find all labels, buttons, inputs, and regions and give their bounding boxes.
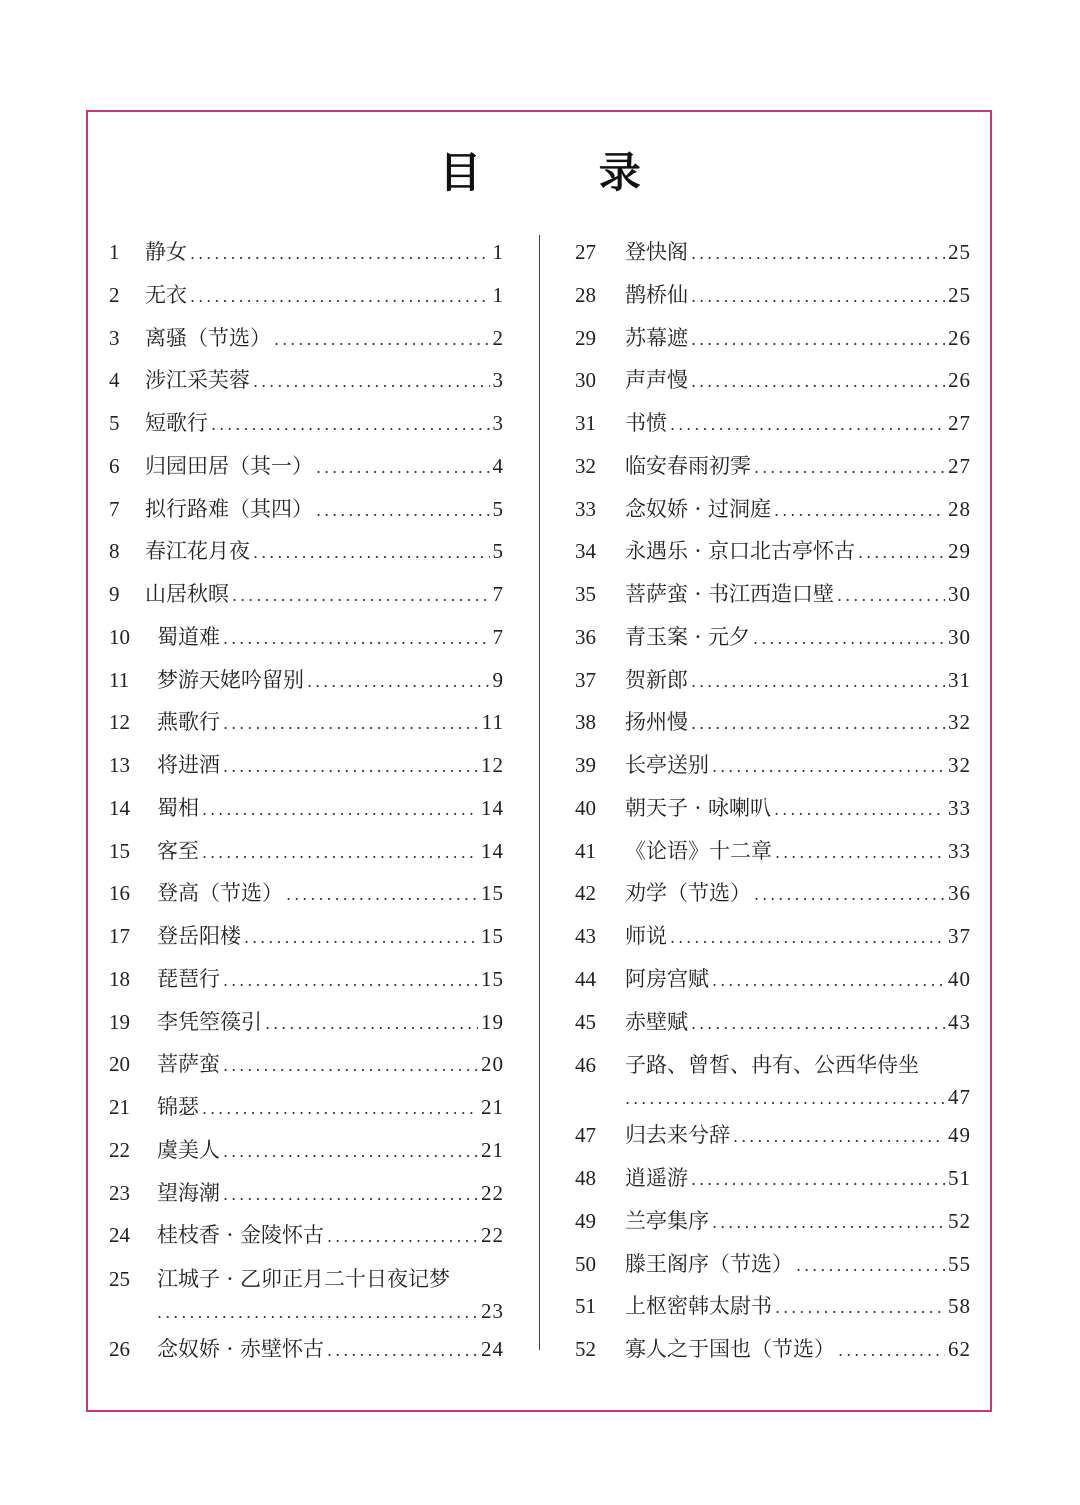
entry-title: 上枢密韩太尉书: [625, 1294, 772, 1319]
entry-title: 扬州慢: [625, 710, 688, 735]
entry-page-number: 14: [481, 795, 504, 820]
entry-title: 蜀道难: [157, 624, 220, 649]
dot-leader: [775, 1288, 945, 1329]
toc-entry[interactable]: [109, 959, 504, 1002]
toc-entry[interactable]: [575, 531, 971, 574]
dot-leader: [838, 1331, 945, 1372]
entry-title: 将进酒: [157, 753, 220, 777]
toc-entry[interactable]: [109, 1329, 504, 1372]
toc-entry[interactable]: [575, 574, 971, 617]
entry-number: 49: [575, 1208, 596, 1233]
entry-title: 离骚（节选）: [145, 325, 271, 350]
toc-entry[interactable]: [109, 446, 504, 489]
entry-page-number: 25: [948, 240, 971, 264]
entry-number: 23: [109, 1180, 130, 1205]
entry-page-number: 33: [948, 838, 971, 863]
entry-page-number: 37: [948, 924, 971, 948]
toc-entry[interactable]: [575, 745, 971, 788]
entry-title: 涉江采芙蓉: [145, 368, 250, 393]
dot-leader: [223, 1046, 478, 1087]
entry-page-number: 5: [492, 496, 504, 521]
toc-entry[interactable]: [109, 531, 504, 574]
toc-entry[interactable]: [575, 403, 971, 446]
entry-number: 43: [575, 924, 596, 948]
entry-title: 登高（节选）: [157, 881, 283, 906]
entry-page-number: 32: [948, 710, 971, 735]
dot-leader: [691, 234, 945, 275]
dot-leader: [265, 1004, 478, 1045]
entry-number: 38: [575, 710, 596, 735]
toc-entry[interactable]: [575, 1158, 971, 1201]
entry-number: 17: [109, 924, 130, 948]
toc-entry[interactable]: [109, 831, 504, 874]
toc-entry[interactable]: [575, 232, 971, 275]
entry-number: 22: [109, 1137, 130, 1162]
entry-number: 14: [109, 795, 130, 820]
toc-entry[interactable]: [109, 1002, 504, 1045]
dot-leader: [190, 234, 490, 275]
entry-number: 1: [109, 240, 120, 264]
entry-number: 45: [575, 1009, 596, 1034]
dot-leader: [774, 491, 945, 532]
entry-number: 37: [575, 667, 596, 692]
entry-number: 12: [109, 710, 130, 735]
entry-page-number: 20: [481, 1052, 504, 1077]
entry-page-number: 21: [481, 1095, 504, 1119]
toc-entry[interactable]: [109, 1087, 504, 1130]
entry-title: 苏幕遮: [625, 325, 688, 350]
entry-page-number: 26: [948, 325, 971, 350]
toc-entry[interactable]: [109, 360, 504, 403]
entry-number: 27: [575, 240, 596, 264]
toc-entry[interactable]: [575, 873, 971, 916]
entry-title: 长亭送别: [625, 753, 709, 777]
toc-entry[interactable]: [575, 1115, 971, 1158]
dot-leader: [691, 662, 945, 703]
toc-entry[interactable]: [109, 745, 504, 788]
entry-page-number: 19: [481, 1009, 504, 1034]
dot-leader: [691, 1004, 945, 1045]
entry-number: 47: [575, 1123, 596, 1148]
entry-title: 赤壁赋: [625, 1009, 688, 1034]
entry-number: 42: [575, 881, 596, 906]
entry-title: 锦瑟: [157, 1095, 199, 1119]
entry-page-number: 52: [948, 1208, 971, 1233]
dot-leader: [691, 362, 945, 403]
toc-entry[interactable]: [109, 1173, 504, 1216]
entry-title: 兰亭集序: [625, 1208, 709, 1233]
entry-page-number: 1: [492, 240, 504, 264]
entry-page-number: 21: [481, 1137, 504, 1162]
dot-leader: [733, 1117, 945, 1158]
toc-entry[interactable]: [109, 275, 504, 318]
entry-page-number: 47: [948, 1085, 971, 1110]
dot-leader: [691, 1160, 945, 1201]
entry-number: 41: [575, 838, 596, 863]
entry-title: 江城子 · 乙卯正月二十日夜记梦: [157, 1267, 451, 1291]
dot-leader: [796, 1246, 945, 1287]
entry-line: [575, 1049, 971, 1081]
entry-number: 44: [575, 966, 596, 991]
dot-leader: [253, 362, 490, 403]
entry-page-number: 27: [948, 411, 971, 435]
entry-number: 51: [575, 1294, 596, 1319]
entry-line: [109, 1295, 504, 1329]
entry-title: 琵琶行: [157, 966, 220, 991]
dot-leader: [223, 961, 478, 1002]
dot-leader: [691, 320, 945, 361]
entry-title: 永遇乐 · 京口北古亭怀古: [625, 539, 856, 564]
entry-page-number: 40: [948, 966, 971, 991]
entry-number: 6: [109, 453, 120, 478]
entry-title: 滕王阁序（节选）: [625, 1251, 793, 1276]
entry-page-number: 58: [948, 1294, 971, 1319]
entry-page-number: 24: [481, 1337, 504, 1361]
entry-number: 46: [575, 1053, 596, 1078]
entry-title: 贺新郎: [625, 667, 688, 692]
entry-title: 朝天子 · 咏喇叭: [625, 795, 772, 820]
dot-leader: [316, 491, 490, 532]
entry-number: 8: [109, 539, 120, 564]
dot-leader: [202, 790, 478, 831]
toc-entry[interactable]: [575, 831, 971, 874]
entry-page-number: 1: [492, 282, 504, 307]
dot-leader: [712, 1203, 945, 1244]
entry-page-number: 2: [492, 325, 504, 350]
entry-page-number: 23: [481, 1299, 504, 1323]
dot-leader: [223, 1132, 478, 1173]
entry-title: 蜀相: [157, 795, 199, 820]
entry-title: 梦游天姥吟留别: [157, 667, 304, 692]
toc-entry[interactable]: [109, 489, 504, 532]
toc-entry[interactable]: [109, 1130, 504, 1173]
entry-number: 24: [109, 1223, 130, 1248]
entry-number: 7: [109, 496, 120, 521]
toc-entry[interactable]: [109, 873, 504, 916]
dot-leader: [754, 875, 945, 916]
toc-entry[interactable]: [575, 275, 971, 318]
entry-page-number: 3: [492, 411, 504, 435]
dot-leader: [223, 619, 490, 660]
entry-page-number: 15: [481, 966, 504, 991]
entry-title: 春江花月夜: [145, 539, 250, 564]
toc-entry[interactable]: [109, 1215, 504, 1258]
entry-page-number: 43: [948, 1009, 971, 1034]
entry-title: 念奴娇 · 过洞庭: [625, 496, 772, 521]
entry-page-number: 26: [948, 368, 971, 393]
toc-entry[interactable]: [575, 360, 971, 403]
toc-entry[interactable]: [575, 1329, 971, 1372]
entry-title: 菩萨蛮 · 书江西造口壁: [625, 582, 835, 606]
dot-leader: [327, 1217, 478, 1258]
toc-entry[interactable]: [575, 1244, 971, 1287]
entry-page-number: 5: [492, 539, 504, 564]
entry-page-number: 36: [948, 881, 971, 906]
toc-entry[interactable]: [109, 617, 504, 660]
toc-entry[interactable]: [575, 788, 971, 831]
entry-number: 33: [575, 496, 596, 521]
entry-line: [109, 1263, 504, 1295]
entry-page-number: 9: [492, 667, 504, 692]
entry-number: 13: [109, 753, 130, 777]
entry-number: 28: [575, 282, 596, 307]
entry-number: 20: [109, 1052, 130, 1077]
dot-leader: [712, 961, 945, 1002]
entry-title: 山居秋暝: [145, 582, 229, 606]
entry-title: 书愤: [625, 411, 667, 435]
entry-page-number: 15: [481, 881, 504, 906]
entry-page-number: 25: [948, 282, 971, 307]
entry-title: 无衣: [145, 282, 187, 307]
entry-number: 52: [575, 1337, 596, 1361]
entry-title: 燕歌行: [157, 710, 220, 735]
dot-leader: [244, 918, 478, 959]
entry-page-number: 51: [948, 1166, 971, 1190]
dot-leader: [223, 747, 478, 788]
entry-page-number: 22: [481, 1223, 504, 1248]
toc-entry[interactable]: [575, 959, 971, 1002]
entry-title: 临安春雨初霁: [625, 453, 751, 478]
toc-entry[interactable]: [575, 617, 971, 660]
entry-title: 劝学（节选）: [625, 881, 751, 906]
entry-number: 29: [575, 325, 596, 350]
dot-leader: [670, 918, 945, 959]
dot-leader: [670, 405, 945, 446]
dot-leader: [274, 320, 490, 361]
entry-title: 短歌行: [145, 411, 208, 435]
toc-entry[interactable]: [575, 660, 971, 703]
entry-number: 21: [109, 1095, 130, 1119]
dot-leader: [223, 704, 479, 745]
toc-entry[interactable]: [575, 1002, 971, 1045]
toc-title: 目 录: [439, 148, 679, 197]
toc-entry[interactable]: [109, 916, 504, 959]
dot-leader: [712, 747, 945, 788]
entry-page-number: 4: [492, 453, 504, 478]
entry-page-number: 62: [948, 1337, 971, 1361]
entry-page-number: 12: [481, 753, 504, 777]
dot-leader: [691, 704, 945, 745]
toc-entry[interactable]: [109, 1044, 504, 1087]
entry-title: 李凭箜篌引: [157, 1009, 262, 1034]
entry-number: 39: [575, 753, 596, 777]
dot-leader: [774, 790, 945, 831]
entry-number: 32: [575, 453, 596, 478]
entry-title: 子路、曾皙、冉有、公西华侍坐: [625, 1053, 919, 1078]
entry-page-number: 3: [492, 368, 504, 393]
entry-number: 18: [109, 966, 130, 991]
toc-entry[interactable]: [109, 232, 504, 275]
dot-leader: [202, 1089, 478, 1130]
entry-title: 桂枝香 · 金陵怀古: [157, 1223, 325, 1248]
entry-page-number: 30: [948, 582, 971, 606]
toc-entry[interactable]: [109, 702, 504, 745]
dot-leader: [754, 448, 945, 489]
entry-number: 36: [575, 624, 596, 649]
entry-number: 10: [109, 624, 130, 649]
entry-page-number: 15: [481, 924, 504, 948]
entry-title: 归园田居（其一）: [145, 453, 313, 478]
dot-leader: [307, 662, 490, 703]
entry-number: 15: [109, 838, 130, 863]
entry-number: 31: [575, 411, 596, 435]
entry-page-number: 32: [948, 753, 971, 777]
dot-leader: [753, 619, 945, 660]
entry-number: 48: [575, 1166, 596, 1190]
entry-number: 16: [109, 881, 130, 906]
entry-page-number: 11: [481, 710, 504, 735]
entry-number: 19: [109, 1009, 130, 1034]
entry-number: 11: [109, 667, 130, 692]
entry-title: 登岳阳楼: [157, 924, 241, 948]
entry-title: 阿房宫赋: [625, 966, 709, 991]
dot-leader: [858, 533, 945, 574]
toc-entry[interactable]: [109, 318, 504, 361]
toc-entry[interactable]: [575, 1201, 971, 1244]
dot-leader: [316, 448, 490, 489]
entry-number: 40: [575, 795, 596, 820]
column-divider: [539, 235, 540, 1350]
entry-page-number: 33: [948, 795, 971, 820]
toc-entry[interactable]: [109, 788, 504, 831]
entry-title: 静女: [145, 240, 187, 264]
toc-entry[interactable]: [575, 489, 971, 532]
entry-number: 5: [109, 411, 120, 435]
dot-leader: [223, 1175, 478, 1216]
entry-title: 师说: [625, 924, 667, 948]
dot-leader: [775, 833, 945, 874]
entry-page-number: 49: [948, 1123, 971, 1148]
entry-title: 拟行路难（其四）: [145, 496, 313, 521]
dot-leader: [625, 1083, 945, 1115]
toc-entry[interactable]: [109, 574, 504, 617]
entry-number: 3: [109, 325, 120, 350]
entry-title: 客至: [157, 838, 199, 863]
toc-entry[interactable]: [575, 318, 971, 361]
entry-title: 声声慢: [625, 368, 688, 393]
entry-page-number: 31: [948, 667, 971, 692]
dot-leader: [190, 277, 490, 318]
toc-entry[interactable]: [575, 1286, 971, 1329]
entry-page-number: 14: [481, 838, 504, 863]
dot-leader: [837, 576, 945, 617]
entry-page-number: 7: [492, 582, 504, 606]
toc-entry[interactable]: [575, 916, 971, 959]
entry-page-number: 29: [948, 539, 971, 564]
entry-number: 25: [109, 1267, 130, 1291]
entry-page-number: 28: [948, 496, 971, 521]
dot-leader: [202, 833, 478, 874]
entry-number: 2: [109, 282, 120, 307]
toc-entry[interactable]: [109, 660, 504, 703]
entry-number: 34: [575, 539, 596, 564]
dot-leader: [286, 875, 478, 916]
toc-entry[interactable]: [575, 446, 971, 489]
entry-title: 念奴娇 · 赤壁怀古: [157, 1337, 325, 1361]
toc-entry[interactable]: [575, 702, 971, 745]
entry-line: [575, 1081, 971, 1115]
dot-leader: [232, 576, 490, 617]
entry-page-number: 55: [948, 1251, 971, 1276]
dot-leader: [157, 1297, 478, 1329]
entry-page-number: 27: [948, 453, 971, 478]
entry-number: 50: [575, 1251, 596, 1276]
toc-entry[interactable]: [109, 1258, 504, 1329]
entry-title: 鹊桥仙: [625, 282, 688, 307]
entry-page-number: 7: [492, 624, 504, 649]
entry-title: 寡人之于国也（节选）: [625, 1337, 835, 1361]
entry-title: 虞美人: [157, 1137, 220, 1162]
entry-title: 望海潮: [157, 1180, 220, 1205]
entry-title: 归去来兮辞: [625, 1123, 730, 1148]
toc-entry[interactable]: [109, 403, 504, 446]
toc-entry[interactable]: [575, 1044, 971, 1115]
toc-right-column: [575, 232, 971, 1372]
entry-title: 逍遥游: [625, 1166, 688, 1190]
dot-leader: [211, 405, 490, 446]
entry-page-number: 22: [481, 1180, 504, 1205]
entry-page-number: 30: [948, 624, 971, 649]
dot-leader: [253, 533, 490, 574]
entry-title: 登快阁: [625, 240, 688, 264]
dot-leader: [327, 1331, 478, 1372]
entry-number: 30: [575, 368, 596, 393]
entry-title: 菩萨蛮: [157, 1052, 220, 1077]
entry-number: 26: [109, 1337, 130, 1361]
toc-left-column: [109, 232, 504, 1372]
entry-title: 青玉案 · 元夕: [625, 624, 751, 649]
dot-leader: [691, 277, 945, 318]
entry-number: 4: [109, 368, 120, 393]
entry-number: 9: [109, 582, 120, 606]
entry-number: 35: [575, 582, 596, 606]
entry-title: 《论语》十二章: [625, 838, 772, 863]
